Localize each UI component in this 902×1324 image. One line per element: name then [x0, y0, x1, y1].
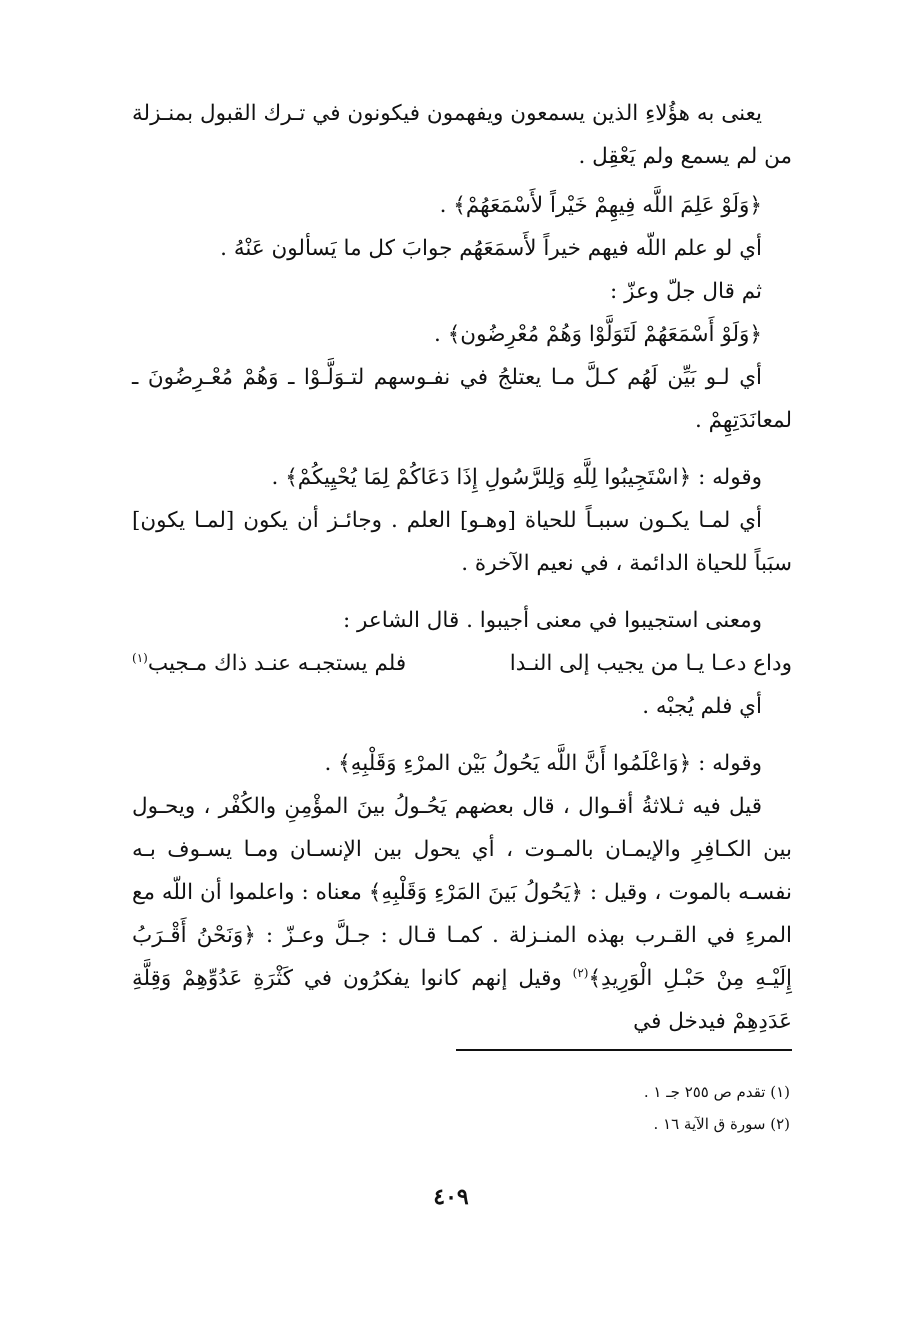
- commentary-part-1: قيل فيه ثـلاثةُ أقـوال ، قال بعضهم يَحُـولُ بينَ المؤْمِنِ والكُفْر ، ويحـول بين الكـافِرِ والإيمـان بالمـوت ، أي يحول بين الإنسـان ومـا يسـوف بـه نفسـه بالموت ، وقيل : ﴿يَحُولُ بَينَ المَرْءِ وَقَلْبِهِ﴾ معناه : واعلموا أن اللّه مع المرءِ في القـرب بهذه المنـزلة . كمـا قـال : جـلَّ وعـزّ : ﴿وَنَحْنُ أَقْـرَبُ إِلَيْـهِ مِنْ حَبْـلِ الْوَرِيدِ﴾: [132, 794, 792, 991]
- main-text: [132, 92, 792, 1043]
- paragraph-verse-gloss: أي فلم يُجبْه .: [642, 694, 762, 719]
- verse-second-half: [132, 642, 406, 685]
- paragraph-1: يعنى به هؤُلاءِ الذين يسمعون ويفهمون فيكونون في تـرك القبول بمنـزلة من لم يسمع ولم يَعْقِل .: [132, 101, 792, 169]
- footnote-2: (٢) سورة ق الآية ١٦ .: [653, 1115, 790, 1133]
- paragraph-explanation-1: أي لو علم اللّه فيهم خيراً لأَسمَعَهُم جوابَ كل ما يَسألون عَنْهُ .: [220, 236, 762, 261]
- quran-verse-4: وقوله : ﴿وَاعْلَمُوا أَنَّ اللَّه يَحُولُ بَيْن المرْءِ وَقَلْبِهِ﴾ .: [324, 751, 762, 776]
- footnote-1: (١) تقدم ص ٢٥٥ جـ ١ .: [643, 1083, 790, 1101]
- verse-second-half-text: فلم يستجبـه عنـد ذاك مـجيب: [147, 651, 407, 676]
- poetry-verse: [132, 642, 792, 685]
- commentary-part-2: وقيل إنهم كانوا يفكرُون في كَثْرَةِ عَدُوِّهِمْ وَقِلَّةِ عَدَدِهِمْ فيدخل في: [132, 966, 792, 1034]
- paragraph-transition: ثم قال جلّ وعزّ :: [610, 279, 762, 304]
- paragraph-explanation-3: أي لمـا يكـون سببـاً للحياة [وهـو] العلم . وجائـز أن يكون [لمـا يكون] سبَباً للحياة الدائمة ، في نعيم الآخرة .: [132, 508, 792, 576]
- paragraph-explanation-2: أي لـو بَيِّن لَهُم كـلَّ مـا يعتلجُ في نفـوسهم لتـوَلَّـوْا ـ وَهُمْ مُعْـرِضُونَ ـ لمعانَدَتِهِمْ .: [132, 365, 792, 433]
- paragraph-commentary: [132, 785, 792, 1043]
- footnote-ref-1: (١): [132, 650, 148, 665]
- quran-verse-1: ﴿وَلَوْ عَلِمَ اللَّه فِيهِمْ خَيْراً لأَسْمَعَهُمْ﴾ .: [439, 193, 762, 218]
- quran-verse-2: ﴿وَلَوْ أَسْمَعَهُمْ لَتَوَلَّوْا وَهُمْ مُعْرِضُون﴾ .: [434, 322, 762, 347]
- paragraph-poet-intro: ومعنى استجيبوا في معنى أجيبوا . قال الشاعر :: [342, 608, 762, 633]
- footnote-ref-2: (٢): [572, 965, 589, 980]
- footnotes: [390, 1076, 790, 1140]
- page-number: ٤٠٩: [433, 1184, 469, 1210]
- footnote-divider: [456, 1049, 792, 1051]
- quran-verse-3: وقوله : ﴿اسْتَجِيبُوا لِلَّهِ وَلِلرَّسُولِ إِذَا دَعَاكُمْ لِمَا يُحْيِيكُمْ﴾ .: [271, 465, 762, 490]
- verse-first-half: وداع دعـا يـا من يجيب إلى النـدا: [509, 651, 792, 676]
